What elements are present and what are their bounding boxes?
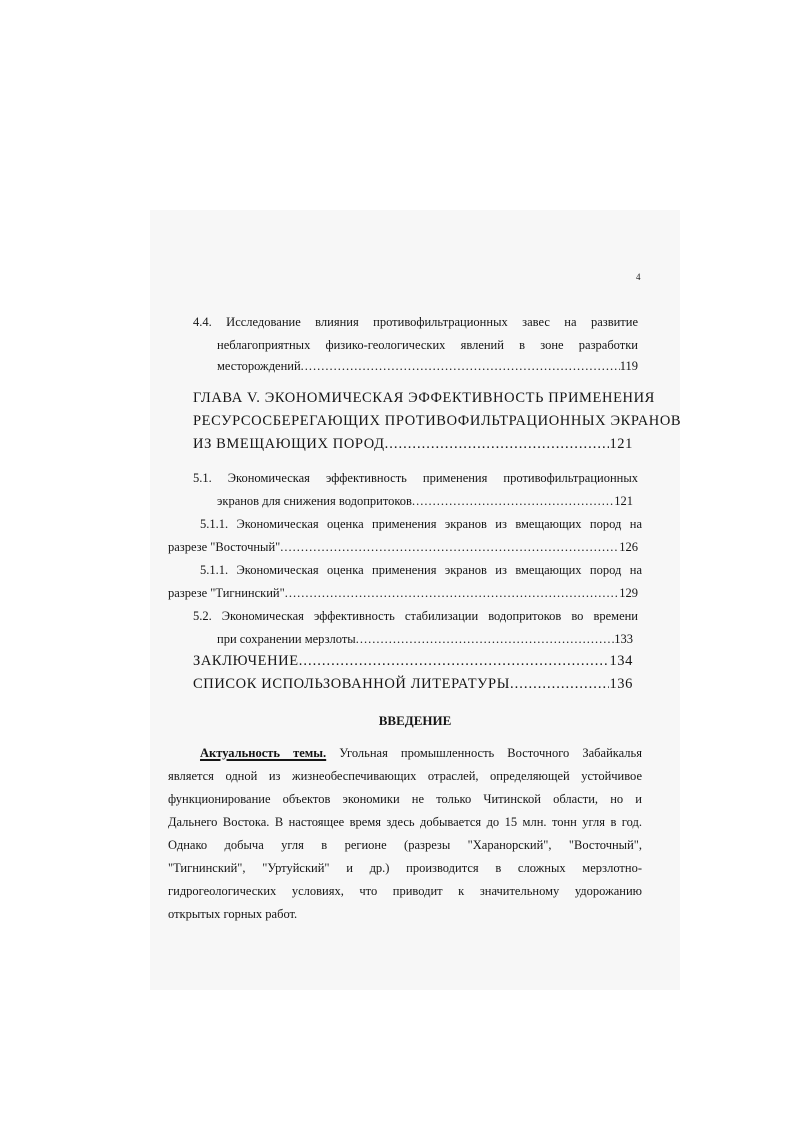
page-number: 4 [636,272,641,282]
intro-line-4: Дальнего Востока. В настоящее время здесь добывается до 15 млн. тонн угля в год. [168,815,642,829]
toc-entry-4-4-line1: 4.4. Исследование влияния противофильтрационных завес на развитие [193,315,638,329]
toc-page-number: 126 [619,540,638,554]
intro-line-7: гидрогеологических условиях, что приводит к значительному удорожанию [168,884,642,898]
toc-entry-5-1-1a-line1: 5.1.1. Экономическая оценка применения экранов из вмещающих пород на [200,517,642,531]
intro-line-3: функционирование объектов экономики не только Читинской области, но и [168,792,642,806]
toc-entry-5-1-line2 [217,493,633,509]
toc-entry-5-2-line2 [217,631,633,647]
intro-line-5: Однако добыча угля в регионе (разрезы "Харанорский", "Восточный", [168,838,642,852]
toc-entry-title: ЗАКЛЮЧЕНИЕ [193,653,299,669]
toc-conclusion [193,653,633,669]
toc-entry-4-4-line3 [217,358,638,374]
toc-entry-5-1-1a-line2 [168,539,638,555]
intro-heading: ВВЕДЕНИЕ [378,713,452,728]
toc-entry-title: месторождений [217,359,301,373]
toc-entry-4-4-line2: неблагоприятных физико-геологических явлений в зоне разработки [217,338,638,352]
toc-entry-5-1-line1: 5.1. Экономическая эффективность применения противофильтрационных [193,471,638,485]
intro-line-1: Актуальность темы. Угольная промышленность Восточного Забайкалья [200,746,642,760]
toc-chapter-5-line3 [193,436,633,452]
toc-entry-5-1-1b-line1: 5.1.1. Экономическая оценка применения экранов из вмещающих пород на [200,563,642,577]
toc-page-number: 129 [619,586,638,600]
toc-entry-5-1-1b-line2 [168,585,638,601]
toc-entry-title: разрезе "Тигнинский" [168,586,285,600]
intro-lead: Актуальность темы. [200,746,327,760]
toc-page-number: 136 [609,676,633,692]
toc-entry-5-2-line1: 5.2. Экономическая эффективность стабилизации водопритоков во времени [193,609,638,623]
toc-entry-title: экранов для снижения водопритоков [217,494,412,508]
toc-entry-title: СПИСОК ИСПОЛЬЗОВАННОЙ ЛИТЕРАТУРЫ [193,676,510,692]
intro-line-8: открытых горных работ. [168,907,298,921]
intro-line-2: является одной из жизнеобеспечивающих отраслей, определяющей устойчивое [168,769,642,783]
toc-references [193,676,633,692]
toc-chapter-5-line2: РЕСУРСОСБЕРЕГАЮЩИХ ПРОТИВОФИЛЬТРАЦИОННЫХ ЭКРАНОВ [193,413,682,429]
toc-entry-title: при сохранении мерзлоты [217,632,356,646]
intro-line-6: "Тигнинский", "Уртуйский" и др.) производится в сложных мерзлотно- [168,861,642,875]
toc-entry-title: разрезе "Восточный" [168,540,281,554]
toc-page-number: 119 [619,359,638,373]
toc-entry-title: ИЗ ВМЕЩАЮЩИХ ПОРОД [193,436,385,452]
toc-page-number: 133 [614,632,633,646]
toc-chapter-5-line1: ГЛАВА V. ЭКОНОМИЧЕСКАЯ ЭФФЕКТИВНОСТЬ ПРИМЕНЕНИЯ [193,390,655,406]
toc-page-number: 134 [609,653,633,669]
toc-page-number: 121 [614,494,633,508]
toc-page-number: 121 [609,436,633,452]
